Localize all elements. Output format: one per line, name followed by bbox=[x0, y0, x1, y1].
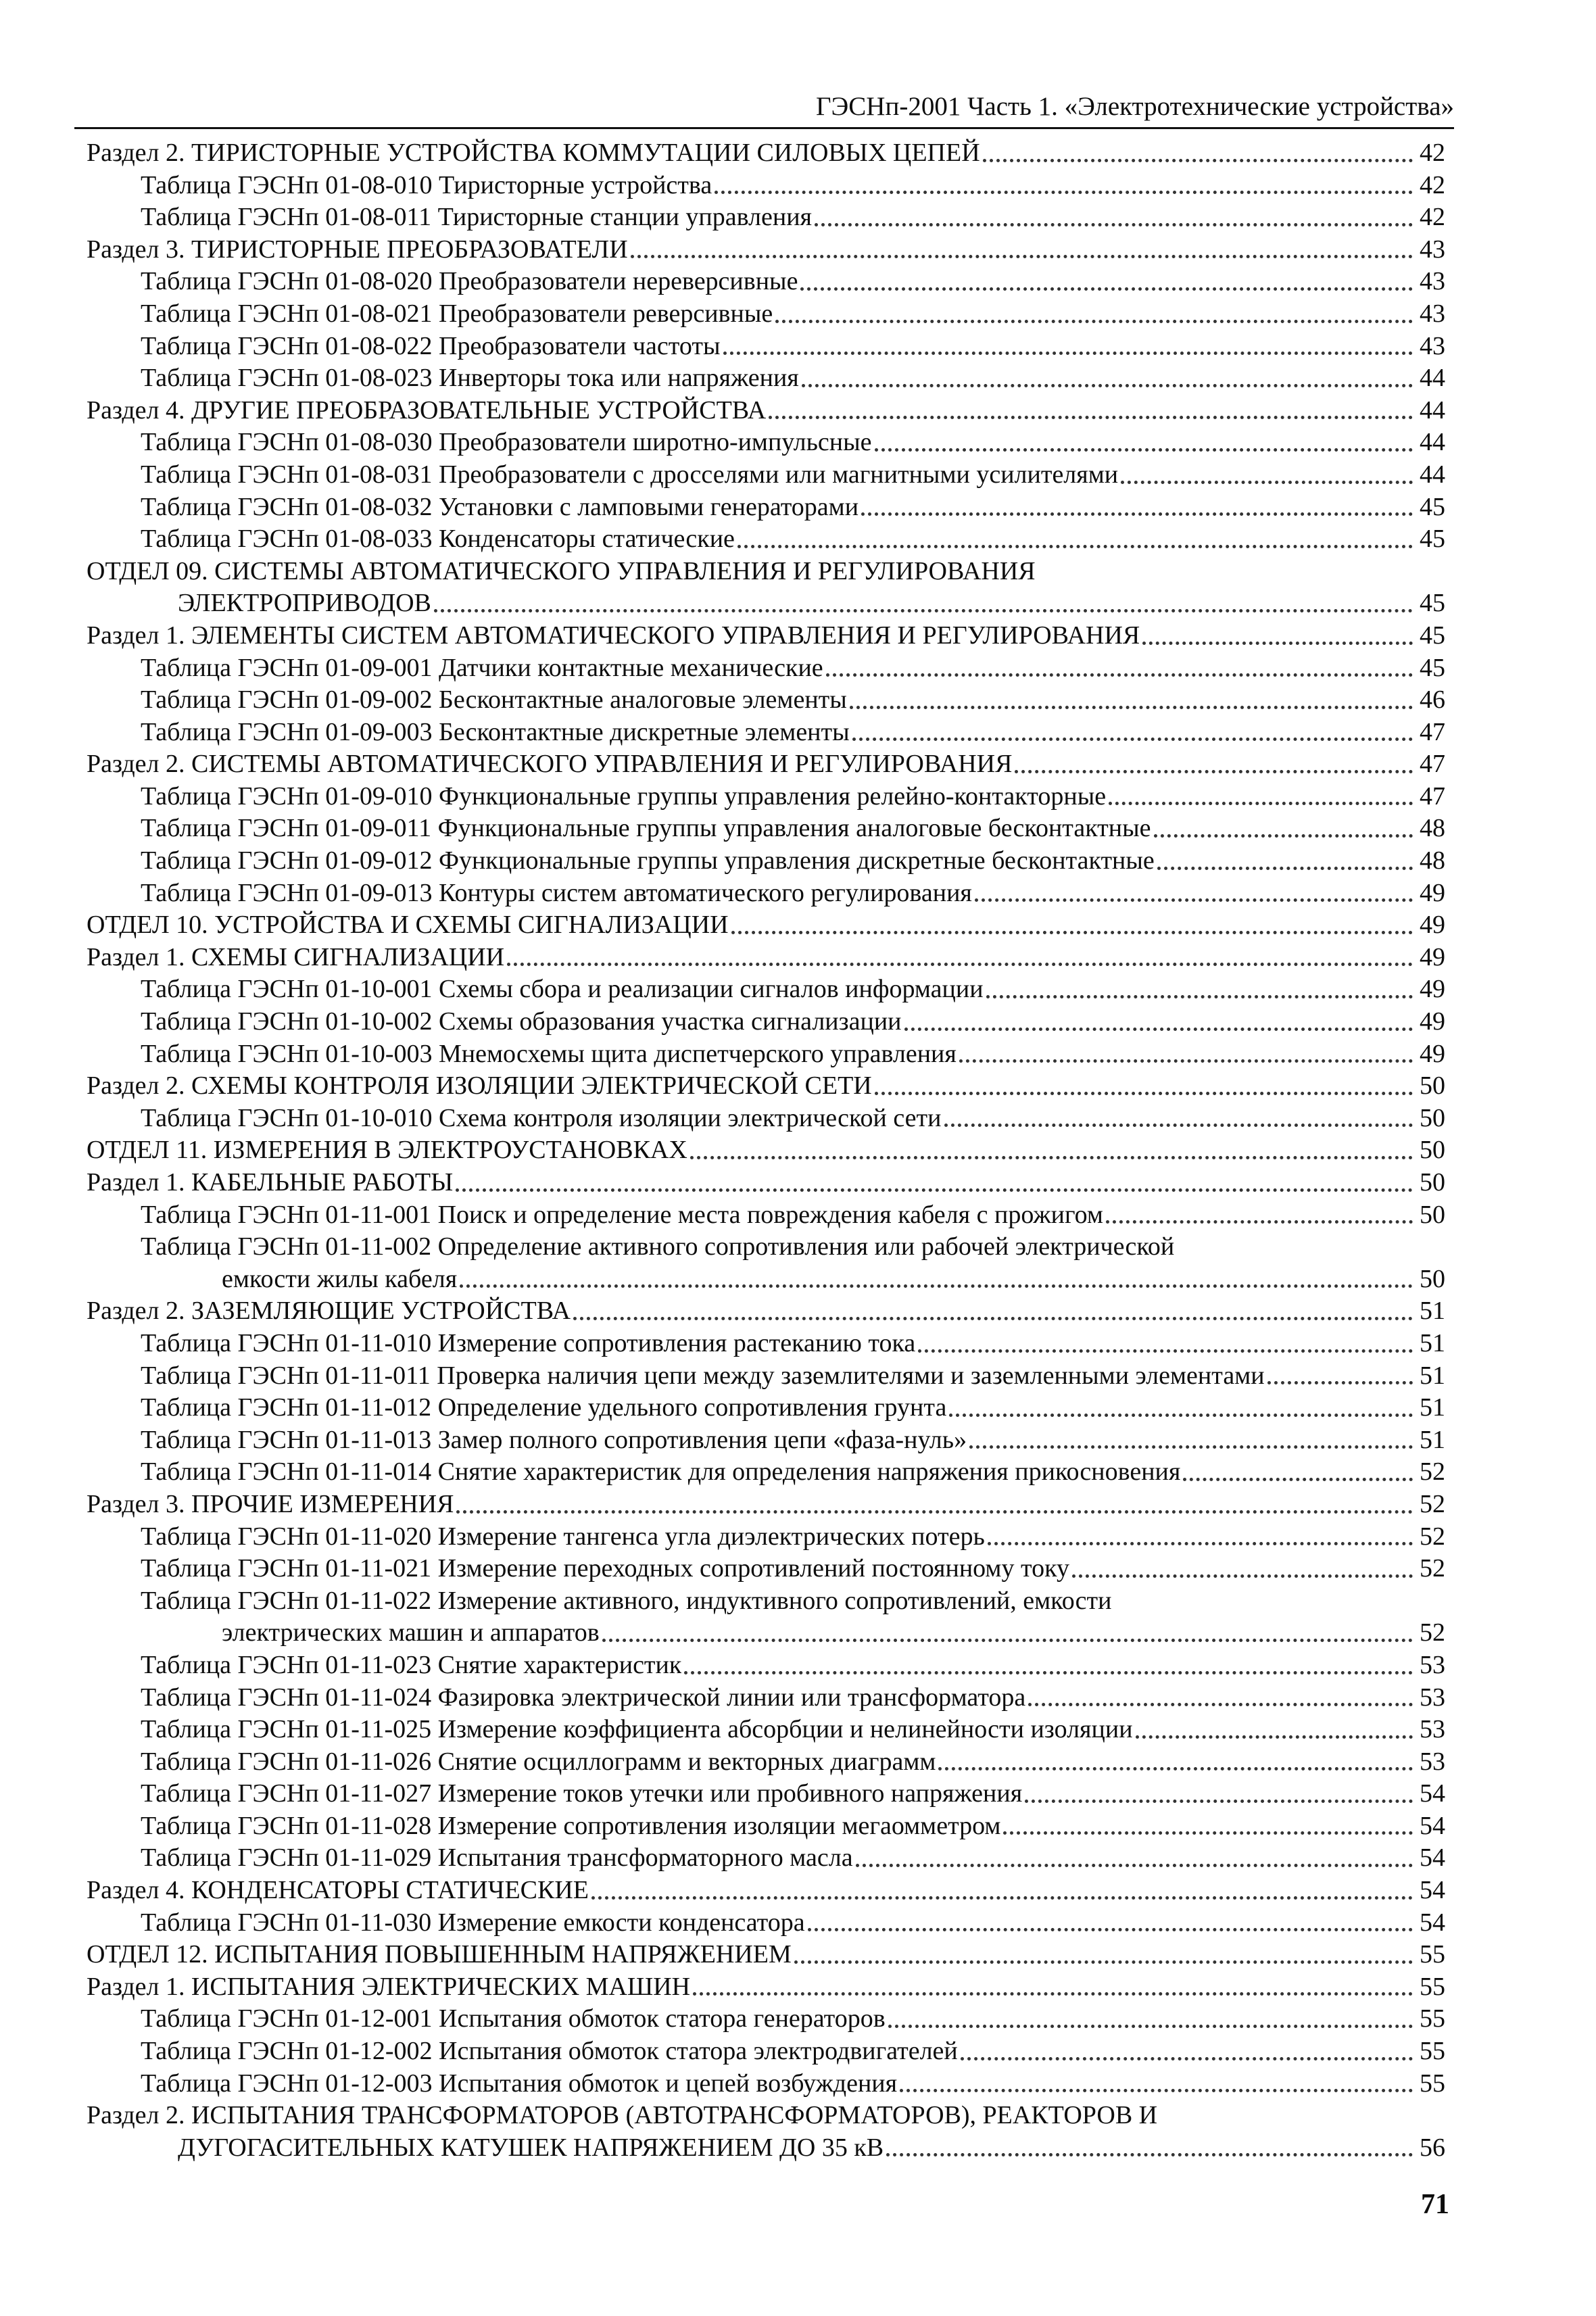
leader-dots bbox=[684, 1671, 1413, 1674]
toc-entry-title: Таблица ГЭСНп 01-08-030 Преобразователи широтно-импульсные bbox=[141, 428, 872, 457]
toc-entry[interactable] bbox=[87, 587, 1445, 620]
leader-dots bbox=[856, 1864, 1413, 1867]
toc-page-number: 55 bbox=[1420, 1972, 1445, 2001]
toc-entry-title: Таблица ГЭСНп 01-09-002 Бесконтактные аналоговые элементы bbox=[141, 685, 847, 715]
leader-dots bbox=[731, 931, 1413, 934]
toc-entry[interactable] bbox=[87, 1038, 1445, 1071]
toc-page-number: 52 bbox=[1420, 1618, 1445, 1647]
toc-entry-title-continuation: электрических машин и аппаратов bbox=[222, 1618, 600, 1647]
leader-dots bbox=[875, 1092, 1413, 1095]
toc-entry-title: Таблица ГЭСНп 01-11-014 Снятие характеристик для определения напряжения прикосновения bbox=[141, 1457, 1181, 1487]
toc-entry-title: Таблица ГЭСНп 01-09-001 Датчики контактные механические bbox=[141, 653, 823, 682]
toc-page-number: 54 bbox=[1420, 1908, 1445, 1937]
toc-entry-title: Таблица ГЭСНп 01-12-002 Испытания обмоток статора электродвигателей bbox=[141, 2037, 958, 2066]
toc-entry[interactable] bbox=[87, 942, 1445, 974]
toc-page-number: 50 bbox=[1420, 1071, 1445, 1101]
toc-entry[interactable] bbox=[87, 1682, 1445, 1714]
toc-entry-line bbox=[87, 556, 1445, 588]
leader-dots bbox=[460, 1284, 1413, 1288]
toc-page-number: 45 bbox=[1420, 589, 1445, 618]
leader-dots bbox=[886, 2153, 1413, 2156]
leader-dots bbox=[802, 384, 1413, 387]
leader-dots bbox=[1121, 481, 1413, 484]
leader-dots bbox=[1025, 1800, 1413, 1803]
toc-entry[interactable] bbox=[87, 395, 1445, 427]
toc-entry-title: Таблица ГЭСНп 01-09-010 Функциональные группы управления релейно-контакторные bbox=[141, 781, 1107, 811]
toc-entry-title: Таблица ГЭСНп 01-08-011 Тиристорные станции управления bbox=[141, 203, 813, 232]
toc-page-number: 54 bbox=[1420, 1843, 1445, 1873]
toc-page-number: 52 bbox=[1420, 1554, 1445, 1583]
leader-dots bbox=[1136, 1735, 1413, 1739]
toc-entry[interactable] bbox=[87, 781, 1445, 813]
toc-entry[interactable] bbox=[87, 1553, 1445, 1585]
leader-dots bbox=[986, 995, 1413, 998]
toc-entry-title: Таблица ГЭСНп 01-08-022 Преобразователи частоты bbox=[141, 331, 721, 360]
leader-dots bbox=[1267, 1381, 1413, 1384]
toc-page-number: 42 bbox=[1420, 139, 1445, 167]
toc-page-number: 51 bbox=[1420, 1328, 1445, 1357]
toc-entry-title: Таблица ГЭСНп 01-10-001 Схемы сбора и реализации сигналов информации bbox=[141, 975, 984, 1004]
toc-entry[interactable] bbox=[87, 137, 1445, 170]
toc-entry[interactable] bbox=[87, 620, 1445, 652]
toc-entry-title: Таблица ГЭСНп 01-11-023 Снятие характеристик bbox=[141, 1650, 682, 1679]
leader-dots bbox=[852, 738, 1413, 741]
leader-dots bbox=[875, 448, 1413, 452]
leader-dots bbox=[591, 1896, 1413, 1900]
toc-page-number: 42 bbox=[1420, 203, 1445, 232]
leader-dots bbox=[456, 1510, 1413, 1514]
toc-entry[interactable] bbox=[87, 2068, 1445, 2100]
toc-page-number: 49 bbox=[1420, 942, 1445, 971]
leader-dots bbox=[723, 352, 1413, 355]
toc-page-number: 49 bbox=[1420, 911, 1445, 940]
toc-page-number: 55 bbox=[1420, 1940, 1445, 1969]
toc-entry[interactable] bbox=[87, 813, 1445, 845]
leader-dots bbox=[975, 898, 1413, 902]
toc-entry[interactable] bbox=[87, 877, 1445, 910]
toc-entry-title: Раздел 2. ЗАЗЕМЛЯЮЩИЕ УСТРОЙСТВА bbox=[87, 1297, 571, 1326]
toc-entry[interactable] bbox=[87, 1295, 1445, 1328]
toc-entry[interactable] bbox=[87, 1842, 1445, 1875]
toc-entry-title: Раздел 3. ТИРИСТОРНЫЕ ПРЕОБРАЗОВАТЕЛИ bbox=[87, 235, 628, 264]
leader-dots bbox=[602, 1639, 1413, 1642]
toc-page-number: 43 bbox=[1420, 299, 1445, 328]
toc-entry-title: Таблица ГЭСНп 01-11-024 Фазировка электрической линии или трансформатора bbox=[141, 1683, 1026, 1712]
toc-entry[interactable] bbox=[87, 1521, 1445, 1553]
leader-dots bbox=[983, 159, 1413, 162]
toc-page-number: 50 bbox=[1420, 1168, 1445, 1197]
leader-dots bbox=[1183, 1478, 1413, 1481]
toc-page-number: 44 bbox=[1420, 364, 1445, 393]
toc-page-number: 49 bbox=[1420, 1039, 1445, 1068]
leader-dots bbox=[944, 1124, 1413, 1127]
toc-entry[interactable] bbox=[87, 362, 1445, 395]
toc-page-number: 53 bbox=[1420, 1650, 1445, 1679]
leader-dots bbox=[1003, 1831, 1413, 1835]
toc-entry-title: ОТДЕЛ 10. УСТРОЙСТВА И СХЕМЫ СИГНАЛИЗАЦИИ bbox=[87, 911, 729, 940]
toc-page-number: 49 bbox=[1420, 975, 1445, 1004]
toc-page-number: 52 bbox=[1420, 1457, 1445, 1487]
toc-entry-title: Таблица ГЭСНп 01-12-001 Испытания обмоток статора генераторов bbox=[141, 2004, 886, 2033]
toc-entry[interactable] bbox=[87, 1939, 1445, 1971]
toc-page-number: 53 bbox=[1420, 1747, 1445, 1776]
toc-entry-title: Таблица ГЭСНп 01-11-011 Проверка наличия цепи между заземлителями и заземленными элементами bbox=[141, 1361, 1265, 1390]
toc-entry[interactable] bbox=[87, 170, 1445, 202]
toc-entry-title: ОТДЕЛ 11. ИЗМЕРЕНИЯ В ЭЛЕКТРОУСТАНОВКАХ bbox=[87, 1136, 687, 1165]
toc-entry-title: Раздел 2. СХЕМЫ КОНТРОЛЯ ИЗОЛЯЦИИ ЭЛЕКТРИЧЕСКОЙ СЕТИ bbox=[87, 1071, 872, 1101]
toc-entry-title: Таблица ГЭСНп 01-09-011 Функциональные группы управления аналоговые бесконтактные bbox=[141, 814, 1151, 843]
toc-entry-title: Таблица ГЭСНп 01-11-029 Испытания трансформаторного масла bbox=[141, 1843, 853, 1873]
toc-entry-title: Таблица ГЭСНп 01-11-020 Измерение тангенса угла диэлектрических потерь bbox=[141, 1522, 985, 1551]
toc-entry-title-continuation: ЭЛЕКТРОПРИВОДОВ bbox=[178, 589, 431, 618]
toc-entry-line bbox=[87, 1585, 1445, 1618]
leader-dots bbox=[1072, 1574, 1413, 1578]
toc-page-number: 50 bbox=[1420, 1103, 1445, 1132]
toc-entry-title: Таблица ГЭСНп 01-08-031 Преобразователи с дросселями или магнитными усилителями bbox=[141, 460, 1119, 489]
leader-dots bbox=[815, 223, 1413, 226]
toc-entry[interactable] bbox=[87, 909, 1445, 942]
toc-page-number: 51 bbox=[1420, 1393, 1445, 1422]
toc-entry[interactable] bbox=[87, 2035, 1445, 2068]
toc-entry-title: Раздел 4. КОНДЕНСАТОРЫ СТАТИЧЕСКИЕ bbox=[87, 1876, 589, 1905]
leader-dots bbox=[769, 416, 1413, 419]
toc-page-number: 47 bbox=[1420, 717, 1445, 746]
toc-entry-title: ОТДЕЛ 09. СИСТЕМЫ АВТОМАТИЧЕСКОГО УПРАВЛЕНИЯ И РЕГУЛИРОВАНИЯ bbox=[87, 556, 1036, 585]
toc-entry-title: Раздел 2. СИСТЕМЫ АВТОМАТИЧЕСКОГО УПРАВЛЕНИЯ И РЕГУЛИРОВАНИЯ bbox=[87, 750, 1013, 779]
toc-entry[interactable] bbox=[87, 717, 1445, 749]
toc-page-number: 44 bbox=[1420, 395, 1445, 425]
toc-entry-title: Раздел 1. ЭЛЕМЕНТЫ СИСТЕМ АВТОМАТИЧЕСКОГО УПРАВЛЕНИЯ И РЕГУЛИРОВАНИЯ bbox=[87, 621, 1140, 650]
toc-page-number: 47 bbox=[1420, 781, 1445, 811]
toc-entry[interactable] bbox=[87, 684, 1445, 717]
toc-entry[interactable] bbox=[87, 2003, 1445, 2035]
toc-page-number: 50 bbox=[1420, 1264, 1445, 1293]
toc-entry-title: Таблица ГЭСНп 01-10-002 Схемы образования участка сигнализации bbox=[141, 1007, 902, 1036]
leader-dots bbox=[737, 545, 1413, 548]
page-number: 71 bbox=[1421, 2189, 1449, 2220]
leader-dots bbox=[631, 255, 1413, 258]
leader-dots bbox=[959, 1059, 1413, 1063]
toc-entry[interactable] bbox=[87, 1199, 1445, 1232]
toc-entry-title: Таблица ГЭСНп 01-11-010 Измерение сопротивления растеканию тока bbox=[141, 1328, 916, 1357]
toc-entry[interactable] bbox=[87, 1103, 1445, 1135]
leader-dots bbox=[775, 320, 1413, 323]
toc-entry[interactable] bbox=[87, 1360, 1445, 1393]
leader-dots bbox=[794, 1960, 1413, 1964]
toc-entry-title: Таблица ГЭСНп 01-10-010 Схема контроля изоляции электрической сети bbox=[141, 1103, 942, 1132]
toc-entry[interactable] bbox=[87, 1810, 1445, 1843]
toc-entry[interactable] bbox=[87, 1070, 1445, 1103]
toc-page-number: 51 bbox=[1420, 1297, 1445, 1326]
toc-entry[interactable] bbox=[87, 491, 1445, 524]
toc-page-number: 48 bbox=[1420, 846, 1445, 875]
running-title: ГЭСНп-2001 Часть 1. «Электротехнические устройства» bbox=[816, 92, 1454, 121]
toc-entry[interactable] bbox=[87, 459, 1445, 491]
toc-entry[interactable] bbox=[87, 1006, 1445, 1038]
toc-entry-title: Таблица ГЭСНп 01-11-013 Замер полного сопротивления цепи «фаза-нуль» bbox=[141, 1425, 967, 1454]
toc-entry-title: Таблица ГЭСНп 01-11-002 Определение активного сопротивления или рабочей электрической bbox=[141, 1232, 1175, 1261]
toc-entry-line bbox=[87, 1231, 1445, 1263]
toc-page-number: 54 bbox=[1420, 1876, 1445, 1905]
toc-entry-title: Раздел 2. ТИРИСТОРНЫЕ УСТРОЙСТВА КОММУТАЦИИ СИЛОВЫХ ЦЕПЕЙ bbox=[87, 139, 980, 167]
toc-entry-title: Раздел 3. ПРОЧИЕ ИЗМЕРЕНИЯ bbox=[87, 1489, 454, 1518]
toc-entry[interactable] bbox=[87, 1746, 1445, 1779]
toc-entry-title: Таблица ГЭСНп 01-11-028 Измерение сопротивления изоляции мегаомметром bbox=[141, 1811, 1001, 1840]
toc-page-number: 55 bbox=[1420, 2004, 1445, 2033]
toc-entry-title: Таблица ГЭСНп 01-08-033 Конденсаторы статические bbox=[141, 525, 735, 554]
toc-entry[interactable] bbox=[87, 266, 1445, 298]
toc-page-number: 55 bbox=[1420, 2069, 1445, 2098]
toc-page-number: 52 bbox=[1420, 1489, 1445, 1518]
toc-entry[interactable] bbox=[87, 1328, 1445, 1360]
toc-page-number: 54 bbox=[1420, 1811, 1445, 1840]
leader-dots bbox=[826, 673, 1413, 677]
leader-dots bbox=[573, 1317, 1413, 1320]
toc-entry[interactable] bbox=[87, 748, 1445, 781]
toc-entry[interactable] bbox=[87, 1778, 1445, 1810]
toc-entry-title: Раздел 2. ИСПЫТАНИЯ ТРАНСФОРМАТОРОВ (АВТОТРАНСФОРМАТОРОВ), РЕАКТОРОВ И bbox=[87, 2101, 1158, 2130]
toc-entry[interactable] bbox=[87, 234, 1445, 266]
toc-page-number: 53 bbox=[1420, 1715, 1445, 1744]
leader-dots bbox=[1028, 1703, 1413, 1706]
toc-entry[interactable] bbox=[87, 1134, 1445, 1167]
leader-dots bbox=[1154, 834, 1413, 838]
leader-dots bbox=[456, 1188, 1413, 1192]
toc-entry-title: Раздел 4. ДРУГИЕ ПРЕОБРАЗОВАТЕЛЬНЫЕ УСТРОЙСТВА bbox=[87, 395, 767, 425]
leader-dots bbox=[904, 1028, 1413, 1031]
toc-entry[interactable] bbox=[87, 2132, 1445, 2165]
toc-page-number: 55 bbox=[1420, 2037, 1445, 2066]
toc-entry-title: Таблица ГЭСНп 01-11-030 Измерение емкости конденсатора bbox=[141, 1908, 805, 1937]
leader-dots bbox=[988, 1542, 1413, 1545]
toc-entry[interactable] bbox=[87, 1392, 1445, 1424]
toc-entry[interactable] bbox=[87, 1907, 1445, 1939]
toc-page-number: 49 bbox=[1420, 1007, 1445, 1036]
toc-entry[interactable] bbox=[87, 1875, 1445, 1907]
toc-page-number: 52 bbox=[1420, 1522, 1445, 1551]
toc-entry[interactable] bbox=[87, 523, 1445, 556]
toc-entry[interactable] bbox=[87, 973, 1445, 1006]
toc-entry[interactable] bbox=[87, 652, 1445, 685]
toc-entry-title-continuation: ДУГОГАСИТЕЛЬНЫХ КАТУШЕК НАПРЯЖЕНИЕМ ДО 35 кВ bbox=[178, 2133, 884, 2162]
leader-dots bbox=[961, 2057, 1413, 2060]
leader-dots bbox=[800, 287, 1413, 291]
leader-dots bbox=[808, 1928, 1413, 1931]
toc-entry-title: Таблица ГЭСНп 01-11-021 Измерение переходных сопротивлений постоянному току bbox=[141, 1554, 1070, 1583]
toc-entry-title: Таблица ГЭСНп 01-11-026 Снятие осциллограмм и векторных диаграмм bbox=[141, 1747, 936, 1776]
toc-page-number: 45 bbox=[1420, 653, 1445, 682]
toc-entry-title: Таблица ГЭСНп 01-11-001 Поиск и определение места повреждения кабеля с прожигом bbox=[141, 1200, 1103, 1229]
toc-entry-title: Таблица ГЭСНп 01-08-010 Тиристорные устройства bbox=[141, 170, 712, 199]
leader-dots bbox=[507, 963, 1413, 966]
toc-page-number: 44 bbox=[1420, 460, 1445, 489]
toc-entry-title: Раздел 1. СХЕМЫ СИГНАЛИЗАЦИИ bbox=[87, 942, 505, 971]
toc-entry[interactable] bbox=[87, 1714, 1445, 1746]
toc-entry[interactable] bbox=[87, 1489, 1445, 1521]
toc-entry-line bbox=[87, 2100, 1445, 2132]
toc-entry-title-continuation: емкости жилы кабеля bbox=[222, 1264, 458, 1293]
toc-page-number: 45 bbox=[1420, 492, 1445, 521]
table-of-contents bbox=[87, 137, 1445, 2164]
toc-page-number: 49 bbox=[1420, 878, 1445, 907]
leader-dots bbox=[850, 706, 1413, 709]
toc-page-number: 45 bbox=[1420, 525, 1445, 554]
leader-dots bbox=[715, 191, 1413, 194]
toc-entry[interactable] bbox=[87, 1424, 1445, 1457]
leader-dots bbox=[1109, 802, 1413, 805]
toc-page-number: 43 bbox=[1420, 235, 1445, 264]
leader-dots bbox=[1157, 867, 1413, 870]
toc-page-number: 45 bbox=[1420, 621, 1445, 650]
leader-dots bbox=[1015, 770, 1413, 773]
toc-entry-title: Таблица ГЭСНп 01-09-012 Функциональные группы управления дискретные бесконтактные bbox=[141, 846, 1155, 875]
toc-page-number: 44 bbox=[1420, 428, 1445, 457]
toc-page-number: 47 bbox=[1420, 750, 1445, 779]
toc-entry-title: Таблица ГЭСНп 01-08-032 Установки с ламповыми генераторами bbox=[141, 492, 859, 521]
toc-entry-title: Таблица ГЭСНп 01-11-027 Измерение токов утечки или пробивного напряжения bbox=[141, 1779, 1023, 1808]
toc-entry[interactable] bbox=[87, 201, 1445, 234]
toc-entry[interactable] bbox=[87, 427, 1445, 459]
toc-entry[interactable] bbox=[87, 1649, 1445, 1682]
toc-entry-title: ОТДЕЛ 12. ИСПЫТАНИЯ ПОВЫШЕННЫМ НАПРЯЖЕНИЕМ bbox=[87, 1940, 792, 1969]
toc-entry[interactable] bbox=[87, 331, 1445, 363]
toc-entry-title: Таблица ГЭСНп 01-11-025 Измерение коэффициента абсорбции и нелинейности изоляции bbox=[141, 1715, 1133, 1744]
toc-entry-title: Таблица ГЭСНп 01-09-003 Бесконтактные дискретные элементы bbox=[141, 717, 850, 746]
toc-page-number: 54 bbox=[1420, 1779, 1445, 1808]
toc-entry[interactable] bbox=[87, 298, 1445, 331]
leader-dots bbox=[918, 1349, 1413, 1353]
leader-dots bbox=[949, 1414, 1413, 1417]
toc-entry[interactable] bbox=[87, 1971, 1445, 2004]
toc-page-number: 50 bbox=[1420, 1136, 1445, 1165]
toc-entry-title: Раздел 1. ИСПЫТАНИЯ ЭЛЕКТРИЧЕСКИХ МАШИН bbox=[87, 1972, 691, 2001]
toc-entry[interactable] bbox=[87, 1263, 1445, 1296]
leader-dots bbox=[938, 1767, 1413, 1770]
toc-entry-title: Таблица ГЭСНп 01-08-023 Инверторы тока или напряжения bbox=[141, 364, 799, 393]
toc-entry-title: Таблица ГЭСНп 01-10-003 Мнемосхемы щита диспетчерского управления bbox=[141, 1039, 957, 1068]
toc-page-number: 43 bbox=[1420, 331, 1445, 360]
leader-dots bbox=[434, 609, 1413, 612]
toc-page-number: 51 bbox=[1420, 1361, 1445, 1390]
leader-dots bbox=[969, 1445, 1413, 1449]
toc-page-number: 51 bbox=[1420, 1425, 1445, 1454]
toc-page-number: 46 bbox=[1420, 685, 1445, 715]
leader-dots bbox=[888, 2025, 1413, 2028]
toc-page-number: 50 bbox=[1420, 1200, 1445, 1229]
toc-page-number: 56 bbox=[1420, 2133, 1445, 2162]
toc-entry[interactable] bbox=[87, 1456, 1445, 1489]
toc-entry-title: Таблица ГЭСНп 01-11-022 Измерение активного, индуктивного сопротивлений, емкости bbox=[141, 1586, 1112, 1615]
leader-dots bbox=[690, 1156, 1413, 1159]
toc-entry-title: Таблица ГЭСНп 01-12-003 Испытания обмоток и цепей возбуждения bbox=[141, 2069, 898, 2098]
toc-entry-title: Таблица ГЭСНп 01-08-021 Преобразователи реверсивные bbox=[141, 299, 773, 328]
toc-page-number: 42 bbox=[1420, 170, 1445, 199]
leader-dots bbox=[900, 2089, 1413, 2092]
leader-dots bbox=[693, 1992, 1413, 1996]
toc-page-number: 53 bbox=[1420, 1683, 1445, 1712]
toc-page-number: 48 bbox=[1420, 814, 1445, 843]
leader-dots bbox=[1142, 642, 1413, 645]
toc-entry[interactable] bbox=[87, 845, 1445, 877]
leader-dots bbox=[1106, 1220, 1413, 1224]
toc-entry[interactable] bbox=[87, 1167, 1445, 1199]
leader-dots bbox=[861, 512, 1413, 516]
toc-page-number: 43 bbox=[1420, 267, 1445, 296]
running-header bbox=[74, 87, 1454, 129]
toc-entry-title: Таблица ГЭСНп 01-08-020 Преобразователи нереверсивные bbox=[141, 267, 798, 296]
toc-entry-title: Раздел 1. КАБЕЛЬНЫЕ РАБОТЫ bbox=[87, 1168, 454, 1197]
toc-entry[interactable] bbox=[87, 1617, 1445, 1649]
toc-entry-title: Таблица ГЭСНп 01-11-012 Определение удельного сопротивления грунта bbox=[141, 1393, 947, 1422]
toc-entry-title: Таблица ГЭСНп 01-09-013 Контуры систем автоматического регулирования bbox=[141, 878, 972, 907]
